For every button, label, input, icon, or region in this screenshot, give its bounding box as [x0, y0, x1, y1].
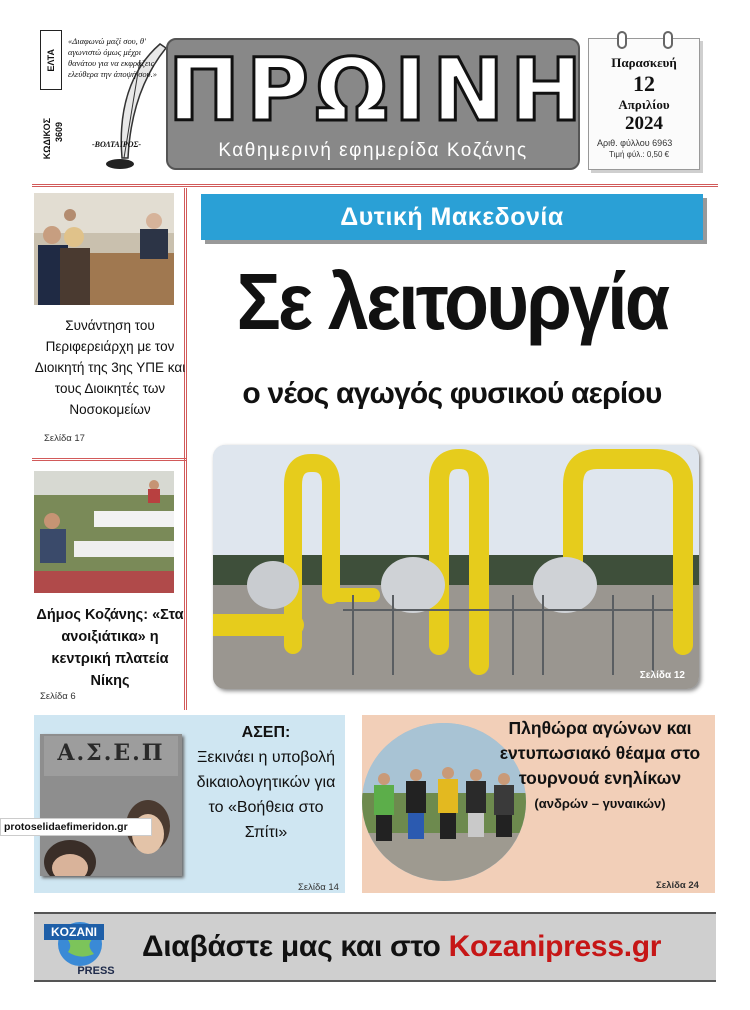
quote-author: -ΒΟΛΤΑΙΡΟΣ-: [92, 140, 142, 149]
date-calendar: [588, 38, 700, 170]
promo-site-link[interactable]: Kozanipress.gr: [448, 930, 662, 963]
kozanipress-banner[interactable]: [34, 912, 716, 982]
asep-title: ΑΣΕΠ:: [241, 724, 291, 741]
svg-text:KOZANI: KOZANI: [51, 925, 97, 939]
issue-number: Αριθ. φύλλου 6963: [597, 138, 673, 148]
date-month: Απριλίου: [618, 97, 670, 112]
date-weekday: Παρασκευή: [611, 55, 677, 70]
svg-text:PRESS: PRESS: [77, 965, 115, 977]
code-number: 3609: [54, 122, 64, 143]
date-year: 2024: [625, 113, 663, 134]
asep-photo: [40, 734, 182, 876]
pipeline-photo: [213, 445, 699, 689]
left-story-divider: [32, 458, 186, 461]
sports-page-ref: Σελίδα 24: [656, 880, 699, 891]
masthead-divider: [32, 184, 718, 187]
sports-note: (ανδρών – γυναικών): [534, 796, 666, 811]
square-page-ref: Σελίδα 6: [40, 691, 76, 702]
meeting-photo: [34, 193, 174, 305]
region-banner: Δυτική Μακεδονία: [201, 194, 703, 240]
main-headline: Σε λειτουργία: [236, 257, 668, 346]
code-label: ΚΩΔΙΚΟΣ: [42, 118, 52, 160]
elta-stamp: ΕΛΤΑ: [40, 30, 62, 90]
promo-prefix: Διαβάστε μας και στο: [142, 930, 441, 963]
calendar-ring-icon: [617, 31, 627, 49]
square-photo: [34, 471, 174, 593]
asep-page-ref: Σελίδα 14: [298, 882, 339, 893]
kozanipress-logo-icon: [34, 914, 126, 980]
newspaper-logo: [166, 38, 589, 170]
sports-text-block: [482, 716, 718, 816]
meeting-page-ref: Σελίδα 17: [44, 433, 85, 444]
sports-headline: Πληθώρα αγώνων και εντυπωσιακό θέαμα στο τουρνουά ενηλίκων: [499, 718, 701, 788]
issue-price: Τιμή φύλ.: 0,50 €: [609, 150, 670, 159]
voltaire-quote: «Διαφωνώ μαζί σου, θ' αγωνιστώ όμως μέχρι θανάτου για να εκφράζεις ελεύθερα την άποψή σου.»: [68, 36, 157, 79]
newspaper-title: ΠΡΩΙΝΗ: [168, 41, 589, 141]
promo-text: [142, 914, 661, 980]
square-caption: Δήμος Κοζάνης: «Στα ανοιξιάτικα» η κεντρική πλατεία Νίκης: [36, 607, 184, 689]
asep-sign: Α.Σ.Ε.Π: [57, 740, 165, 766]
pipeline-page-ref: Σελίδα 12: [639, 670, 685, 681]
asep-text-block: [188, 720, 344, 845]
asep-body: Ξεκινάει η υποβολή δικαιολογητικών για το «Βοήθεια στο Σπίτι»: [196, 749, 336, 841]
meeting-caption: Συνάντηση του Περιφερειάρχη με τον Διοικητή της 3ης ΥΠΕ και τους Διοικητές των Νοσοκομείων: [34, 318, 186, 417]
date-day: 12: [633, 71, 655, 96]
watermark-label: protoselidaefimeridon.gr: [0, 818, 152, 836]
newspaper-subtitle: Καθημερινή εφημερίδα Κοζάνης: [218, 140, 528, 161]
masthead-left-block: [40, 30, 165, 180]
main-subheadline: ο νέος αγωγός φυσικού αερίου: [242, 377, 662, 410]
calendar-ring-icon: [663, 31, 673, 49]
